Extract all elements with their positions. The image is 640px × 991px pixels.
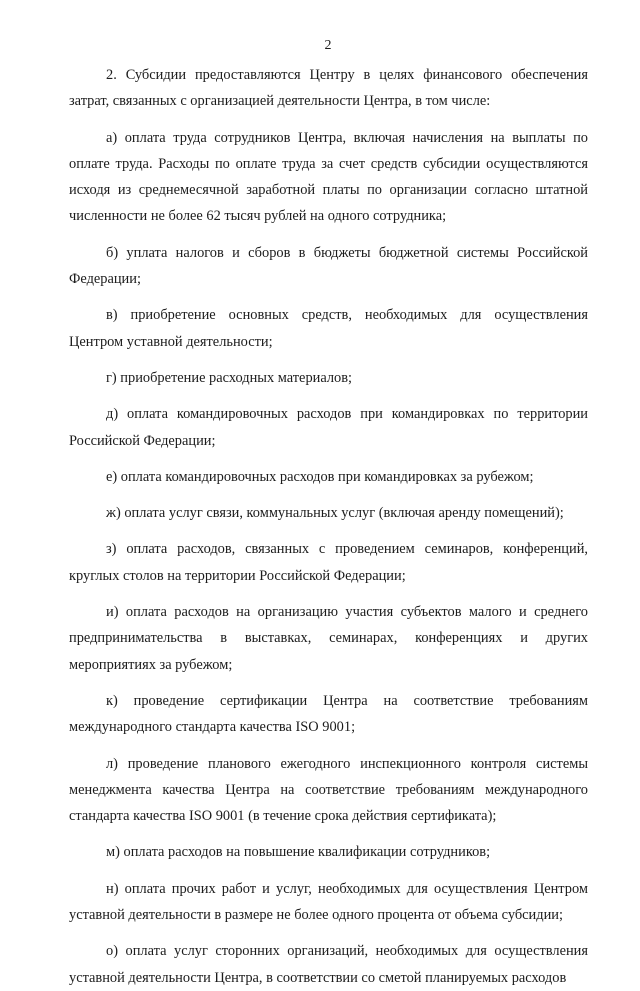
list-item-b: б) уплата налогов и сборов в бюджеты бюджетной системы Российской Федерации; [69,244,588,288]
list-item-d: д) оплата командировочных расходов при командировках по территории Российской Федерации; [69,406,588,449]
list-item-m: м) оплата расходов на повышение квалификации сотрудников; [106,844,491,861]
list-item-i: и) оплата расходов на организацию участия субъектов малого и среднего предпринимательства в выставках, семинарах, конференциях и других мероприятиях за рубежом; [69,604,588,673]
list-item-z: з) оплата расходов, связанных с проведением семинаров, конференций, круглых столов на территории Российской Федерации; [69,541,588,584]
list-item-l: л) проведение планового ежегодного инспекционного контроля системы менеджмента качества Центра на соответствие требованиям международного стандарта качества ISO 9001 (в течение срока действия сертификата); [69,755,588,825]
list-item-o: о) оплата услуг сторонних организаций, необходимых для осуществления уставной деятельности Центра, в соответствии со сметой планируемых расходов [69,943,588,986]
document-body [69,62,588,991]
list-item-g: г) приобретение расходных материалов; [106,369,353,386]
page-number: 2 [324,38,332,53]
list-item-v: в) приобретение основных средств, необходимых для осуществления Центром уставной деятельности; [69,307,588,350]
list-item-e: е) оплата командировочных расходов при командировках за рубежом; [106,468,534,485]
list-item-zh: ж) оплата услуг связи, коммунальных услуг (включая аренду помещений); [106,505,564,522]
list-item-n: н) оплата прочих работ и услуг, необходимых для осуществления Центром уставной деятельности в размере не более одного процента от объема субсидии; [69,880,588,924]
list-item-a: а) оплата труда сотрудников Центра, включая начисления на выплаты по оплате труда. Расходы по оплате труда за счет средств субсидии осуществляются исходя из среднемесячной заработной платы по организации согласно штатной численности не более 62 тысяч рублей на одного сотрудника; [69,129,588,225]
list-item-k: к) проведение сертификации Центра на соответствие требованиям международного стандарта качества ISO 9001; [69,692,588,736]
paragraph-2: 2. Субсидии предоставляются Центру в целях финансового обеспечения затрат, связанных с организацией деятельности Центра, в том числе: [69,67,588,110]
